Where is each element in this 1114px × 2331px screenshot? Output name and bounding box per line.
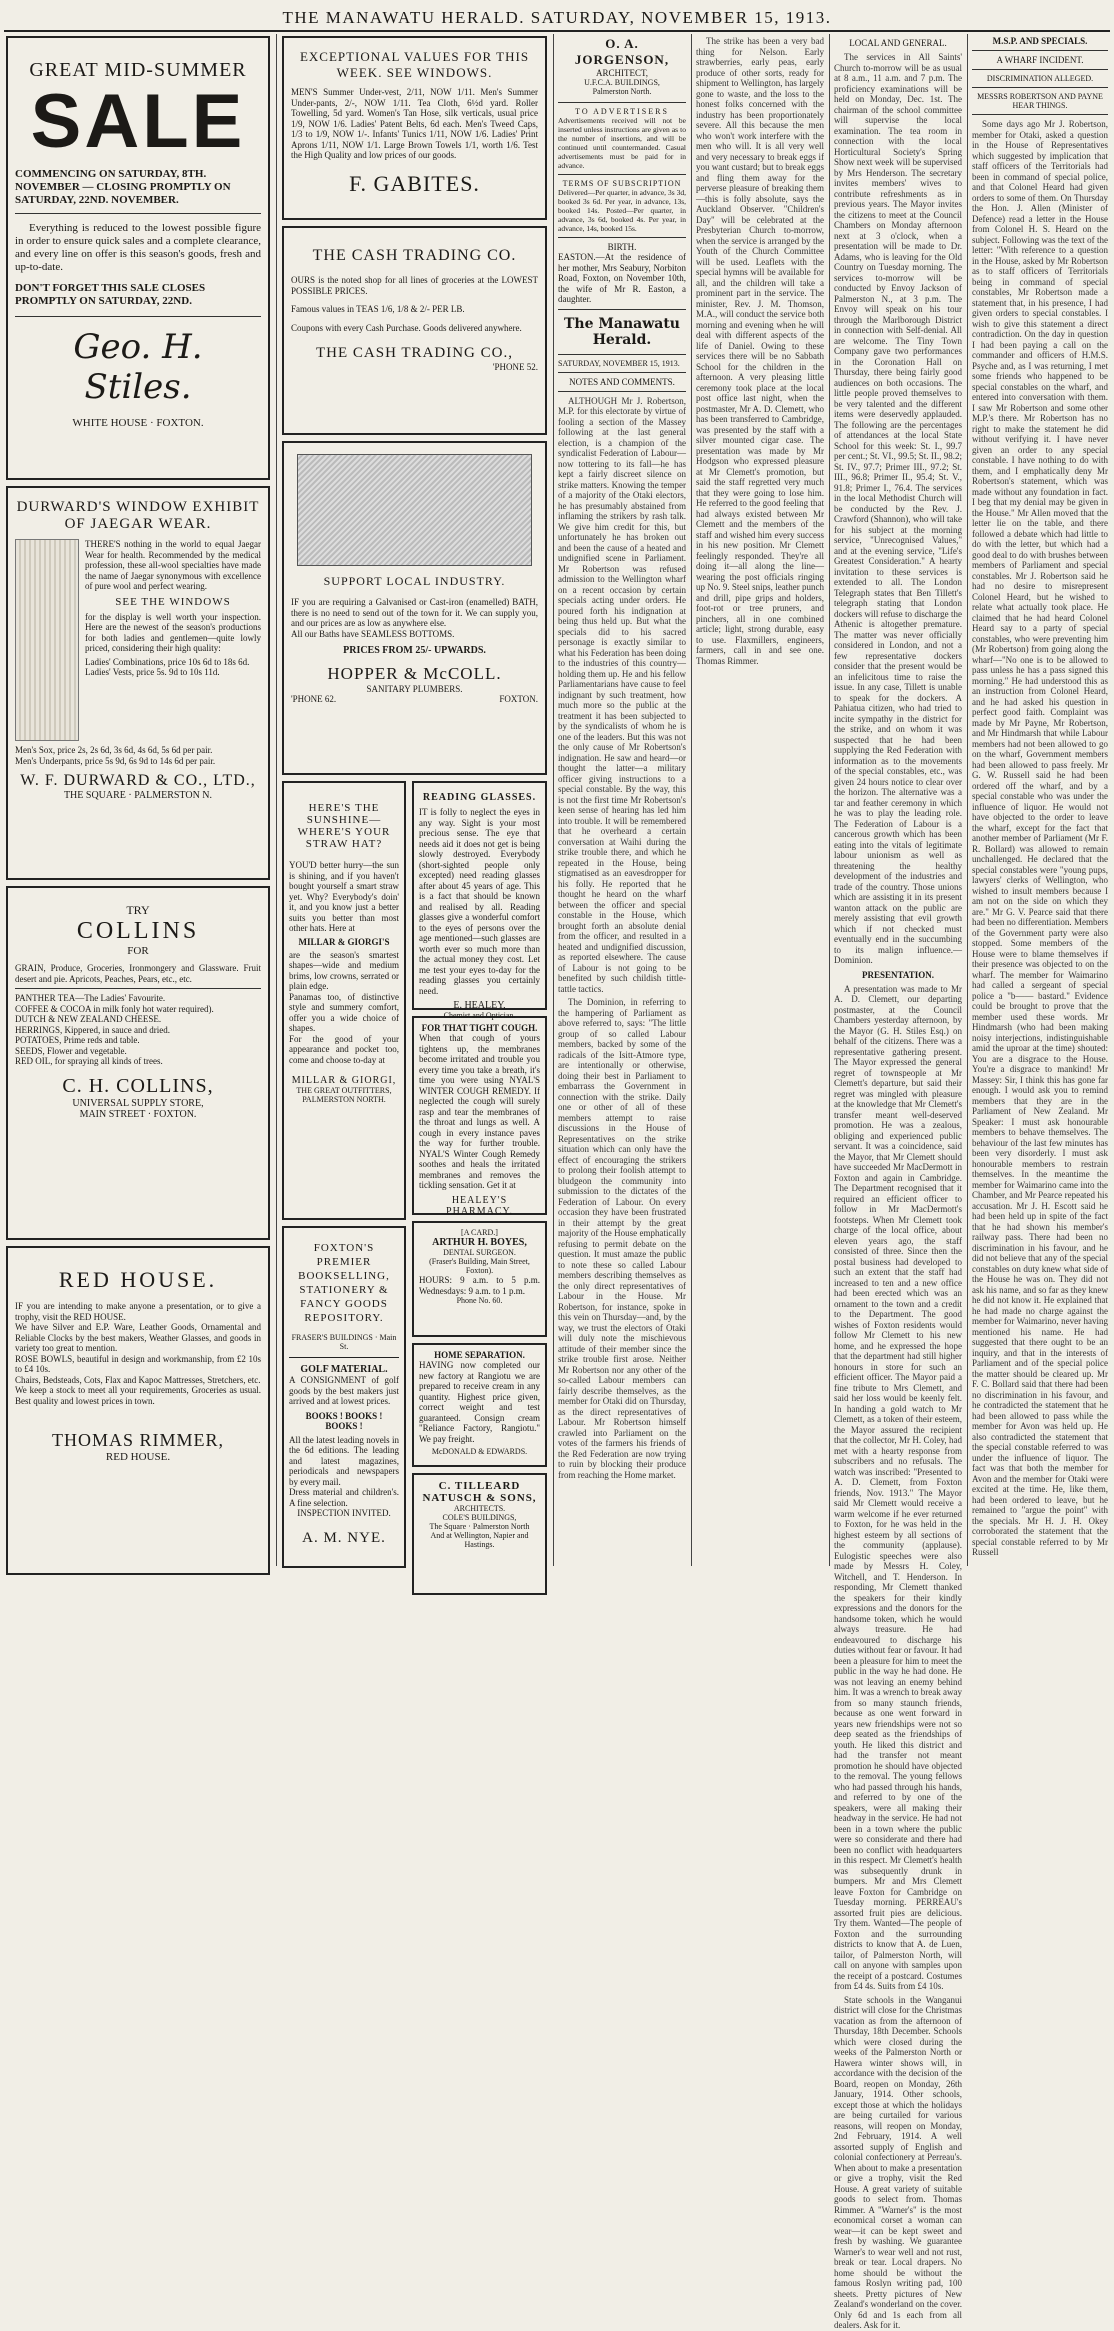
home-headline: HOME SEPARATION. [434,1350,525,1360]
hopper-headline: SUPPORT LOCAL INDUSTRY. [323,574,506,588]
boyes-advert [412,1221,547,1337]
home-body: HAVING now completed our new factory at Rangiotu we are prepared to receive cream in any quantity. Highest price given, correct weight and test guaranteed. Consign cream "Reliance Factory, Rangiotu." We pay freight. [419,1360,540,1444]
collins-try: TRY [126,903,150,917]
gabites-body: MEN'S Summer Under-vest, 2/11, NOW 1/11. Men's Summer Under-pants, 2/-, NOW 1/11. Tea Cloth, 6½d yard. Roller Towelling, 5d yard. Women's Tan Hose, silk verticals, usual price 1/9, NOW 1/6. Ladies' Patent Belts, 6d each. Men's Tweed Caps, 1/3 to 1/9, NOW 1/-. Infants' Tunics 1/11, NOW 1/6. Ladies' Print Aprons 1/11, NOW 1/1. Large Brown Towels 1/1, worth 1/6. Test the High Quality and low prices of our goods. [291,87,538,160]
redhouse-body: We have Silver and E.P. Ware, Leather Goods, Ornamental and Reliable Clocks by the best makers, Weather Glasses, and goods in variety too great to mention. [15,1322,261,1353]
divider [972,69,1108,70]
specials-headline: M.S.P. AND SPECIALS. [992,36,1088,46]
hopper-advert [282,441,547,775]
nye-firm: A. M. NYE. [302,1530,386,1546]
gabites-advert [282,36,547,220]
discrimination-headline: DISCRIMINATION ALLEGED. [986,74,1094,83]
millar-address: PALMERSTON NORTH. [302,1095,386,1104]
collins-body: GRAIN, Produce, Groceries, Ironmongery and Glassware. Fruit desert and pie. Apricots, Peaches, Pears, etc., etc. [15,963,261,984]
tillard-sub: ARCHITECTS. [453,1504,506,1513]
durward-see: SEE THE WINDOWS [115,595,231,608]
millar-body: Panamas too, of distinctive style and summery comfort, offer you a wide choice of shapes. [289,991,399,1033]
date-line: SATURDAY, NOVEMBER 15, 1913. [558,358,680,368]
divider [972,87,1108,88]
boyes-hours: HOURS: 9 a.m. to 5 p.m. Wednesdays: 9 a.m. to 1 p.m. [419,1275,540,1296]
notes-article-2: The Dominion, in referring to the hampering of Parliament as above referred to, says: "The little group of so called Labour members, backed by some of the radicals of the Isitt-Atmore type, are intentionally or otherwise, doing their best in Parliament to embarrass the Government in connection with the strike. Daily one or other of all of these members attempt to raise discussions in the House of Representatives on the strike situation which can only have the effect of encouraging the strikers to prolong their foolish attempt to bludgeon the community into submission to the dictates of the Federation of Labour. On every occasion they have been frustrated in their attempt by the great majority of the House emphatically refusing to permit debate on the question. It must amaze the public to note these so called Labour members describing themselves as the only direct representatives of Labour in the House. Mr Robertson, for instance, spoke in this vein on Thursday—and, by the way, we trust the electors of Otaki will duly note the mischievous attitude of their member since the strike trouble first arose. Neither Mr Robertson nor any other of the so-called Labour members can fairly describe themselves, as the member for Otaki did on Thursday, as the direct representatives of Labour. Mr Robertson himself crawled into Parliament on the votes of the farmers his friends of the Red Federation are now trying to ruin by blocking their produce from reaching the Home market. [558,997,686,1480]
presentation-article: A presentation was made to Mr A. D. Clemett, our departing postmaster, at the Council Chambers yesterday afternoon, by the Mayor (G. H. Stiles Esq.) on behalf of the citizens. There was a representative gathering present. The Mayor expressed the general regret of townspeople at Mr Clemett's departure, but said their regret was mingled with pleasure at the knowledge that Mr Clemett's transfer meant well-deserved promotion. He was a zealous, obliging and experienced public servant. It was a coincidence, said the Mayor, that Mr Clemett should have succeeded Mr MacDermott in Foxton and again in Cambridge. The Department recognised that it required an efficient officer to follow in Mr MacDermott's footsteps. When Mr Clemett took charge of the local office, about eleven years ago, the staff consisted of three. Since then the postal business had developed to such an extent that the staff had increased to ten and a new office had been erected which was an ornament to the town and a credit to the Department. The good wishes of Foxton residents would follow Mr Clemett to his new home, and he expressed the hope that the department had still higher honours in store for such an efficient officer. The Mayor paid a fine tribute to Mrs Clemett, and said her loss would be keenly felt. In handing a gold watch to Mr Clemett, as a token of their esteem, the Mayor assured the recipient that the collector, Mr H. Coley, had met with a hearty response from subscribers and no refusals. The watch was inscribed: "Presented to A. D. Clemett, from Foxton friends, Nov. 1913." The Mayor said Mr Clemett would receive a warm welcome if he ever returned to Foxton, for he was held in the highest esteem by all sections of the community (applause). Eulogistic speeches were also made by Messrs H. Coley, Witchell, and T. Henderson. In responding, Mr Clemett thanked the speakers for their kindly expressions and the donors for the handsome token, which he would always treasure. He had endeavoured to discharge his duties without fear or favour. It had been a pleasure for him to meet the public in the way he had done. He was not leaving an enemy behind him. It was a wrench to break away from so many staunch friends, because as one went forward in years new friendships were not so deep seated as the friendships of youth. He liked this district and had the transfer not meant promotion he should have objected to the removal. The young fellows who had passed through his hands, and referred to by one of the speakers, were all making their headway in the service. He had not been in a town where the public were so considerate and there had been no conflict with headquarters in this respect. Mr Clemett's health was subsequently drunk in bumpers. Mr and Mrs Clemett leave Foxton for Cambridge on Tuesday morning. PERREAU's assorted fruit pies are delicious. Try them. Wanted—The people of Foxton and the surrounding districts to know that A. de Luen, tailor, of Palmerston North, will call on anyone with samples upon the receipt of a postcard. Costumes from £4 4s. Suits from £4 10s. [834,983,962,1991]
jorgenson-address: Palmerston North. [592,87,652,96]
redhouse-body: ROSE BOWLS, beautiful in design and workmanship, from £2 10s to £4 10s. [15,1353,261,1374]
redhouse-body: We keep a stock to meet all your requirements, Groceries as usual. Best quality and lowest prices in town. [15,1385,261,1406]
divider [558,237,686,238]
presentation-headline: PRESENTATION. [862,969,934,980]
nye-headline: FOXTON'S PREMIER BOOKSELLING, STATIONERY & FANCY GOODS REPOSITORY. [298,1242,390,1324]
millar-body: YOU'D better hurry—the sun is shining, and if you haven't bought yourself a smart straw yet. Why? Everybody's doin' it, and you know just a better suits you better than most other hats. Here at [289,860,399,933]
collins-item: COFFEE & COCOA in milk fonly hot water required). [15,1003,214,1014]
hopper-sub: SANITARY PLUMBERS. [366,684,463,694]
column-divider [967,34,968,1566]
collins-item: HERRINGS, Kippered, in sauce and dried. [15,1024,170,1035]
column-divider [691,34,692,1566]
durward-body-2: for the display is well worth your inspection. Here are the newest of the season's productions for both ladies and gentlemen—quite lowly priced, considering their high quality: [85,611,261,653]
cash-headline: THE CASH TRADING CO. [312,247,517,264]
hopper-phone: 'PHONE 62. [291,694,337,704]
nye-invite: INSPECTION INVITED. [297,1508,391,1518]
divider [558,372,686,373]
messrs-headline: MESSRS ROBERTSON AND PAYNE HEAR THINGS. [977,92,1103,110]
cough-headline: FOR THAT TIGHT COUGH. [421,1023,538,1033]
price-line: Ladies' Vests, price 5s. 9d to 10s 11d. [85,667,220,677]
tillard-address: And at Wellington, Napier and Hastings. [430,1531,529,1549]
collins-address: MAIN STREET · FOXTON. [79,1108,197,1120]
divider [558,309,686,310]
cash-teas: Famous values in TEAS 1/6, 1/8 & 2/- PER LB. [291,304,465,314]
bath-illustration [297,454,532,566]
jorgenson-sub: U.F.C.A. BUILDINGS, [584,78,660,87]
column-divider [276,34,277,1566]
wharf-headline: A WHARF INCIDENT. [996,55,1084,65]
redhouse-body: Chairs, Bedsteads, Cots, Flax and Kapoc Mattresses, Stretchers, etc. [15,1374,261,1385]
reading-sub: Chemist and Optician. [443,1011,516,1020]
divider [558,391,686,392]
sale-dates: COMMENCING ON SATURDAY, 8TH. NOVEMBER — CLOSING PROMPTLY ON SATURDAY, 22ND. NOVEMBER. [15,168,231,206]
millar-advert [282,781,406,1220]
sale-headline: GREAT MID-SUMMER [29,59,247,81]
millar-headline: HERE'S THE SUNSHINE— WHERE'S YOUR STRAW HAT? [297,802,391,850]
divider [15,988,261,989]
collins-item: SEEDS, Flower and vegetable. [15,1045,127,1056]
price-line: Ladies' Combinations, price 10s 6d to 18s 6d. [85,656,250,667]
notes-headline: NOTES AND COMMENTS. [569,376,675,387]
price-line: Men's Sox, price 2s, 2s 6d, 3s 6d, 4s 6d, 5s 6d per pair. [15,745,213,755]
collins-item: POTATOES, Prime reds and table. [15,1035,140,1045]
reading-headline: READING GLASSES. [422,792,537,803]
millar-body: are the season's smartest shapes—wide and medium brims, low crowns, serrated or plain edge. [289,949,399,991]
hopper-body: IF you are requiring a Galvanised or Cast-iron (enamelled) BATH, there is no need to send out of the town for it. We can supply you, and our prices are as low as anywhere else. [291,597,538,628]
reading-firm: E. HEALEY, [453,1000,506,1011]
nye-address: FRASER'S BUILDINGS · Main St. [291,1333,397,1351]
sale-footer: WHITE HOUSE · FOXTON. [72,417,204,429]
masthead-rule [4,30,1110,32]
column-divider [553,34,554,1566]
cough-body: When that cough of yours tightens up, the membranes become irritated and trouble you every time you take a breath, it's time you were using NYAL'S WINTER COUGH REMEDY. If neglected the cough will surely rasp and tear the membranes of the throat and lungs as well. A cough in every instance paves the way for further trouble. NYAL'S Winter Cough Remedy soothes and heals the irritated membranes and removes the tickling sensation. Get it at [419,1033,540,1190]
tillard-address: The Square · Palmerston North [429,1522,530,1531]
column-2 [282,36,547,1566]
nye-advert [282,1226,406,1568]
column-1 [6,36,270,1566]
divider [972,114,1108,115]
nye-books-head: BOOKS ! BOOKS ! BOOKS ! [305,1410,383,1431]
column-2-right [412,781,547,1601]
durward-advert [6,486,270,880]
terms-headline: TERMS OF SUBSCRIPTION [562,179,682,188]
nye-golf-body: A CONSIGNMENT of golf goods by the best makers just arrived and at lowest prices. [289,1375,399,1406]
tillard-advert [412,1473,547,1595]
boyes-card: [A CARD.] [461,1228,498,1237]
divider [289,1357,399,1358]
collins-name: COLLINS [76,918,200,944]
column-6 [972,36,1108,1566]
home-firm: McDONALD & EDWARDS. [431,1447,528,1456]
collins-item: DUTCH & NEW ZEALAND CHEESE. [15,1014,162,1024]
nye-books-body: All the latest leading novels in the 6d editions. The leading and latest magazines, periodicals and newspapers by every mail. [289,1434,399,1487]
paper-title: The Manawatu Herald. [564,315,680,348]
durward-address: THE SQUARE · PALMERSTON N. [63,790,213,801]
cash-firm: THE CASH TRADING CO., [316,345,513,361]
collins-for: FOR [127,945,149,957]
price-line: Men's Underpants, price 5s 9d, 6s 9d to 14s 6d per pair. [15,755,216,766]
redhouse-advert [6,1246,270,1575]
cough-advert [412,1016,547,1215]
sale-closing: DON'T FORGET THIS SALE CLOSES PROMPTLY ON SATURDAY, 22ND. [15,282,206,307]
divider [15,213,261,214]
millar-store: MILLAR & GIORGI'S [298,936,390,947]
durward-firm: W. F. DURWARD & CO., LTD., [20,772,256,789]
jorgenson-sub: ARCHITECT, [595,68,649,78]
jorgenson-advert [558,36,686,96]
column-2-left [282,781,406,1601]
collins-item: RED OIL, for spraying all kinds of trees. [15,1056,163,1066]
redhouse-address: RED HOUSE. [105,1451,171,1463]
specials-article: Some days ago Mr J. Robertson, member for Otaki, asked a question in the House of Representatives which suggested by implication that staff officers of the Territorials had been in command of special police, and that Colonel Heard had given orders to some of them. On Thursday the Hon. J. Allen (Minister of Defence) read a letter in the House from Colonel H. S. Heard on the subject. Following was the text of the letter: "With reference to a question in the House, asked by Mr Robertson as to staff officers of Territorials being in command of special constables, Mr Robertson made a statement that, in his presence, I had given orders to special constables. I wish to give this statement a direct contradiction. On the day in question I had been paying a call on the commander and officers of H.M.S. Psyche and, as I was returning, I met some friends who happened to be special constables on the wharf, and entered into conversation with them. I saw Mr Robertson and some other M.P.'s there. Mr Robertson has no right to make the statement he did without verifying it. I have never given an order to any special constable. I have nothing to do with them, and I emphatically deny Mr Robertson's statement, which was made without any foundation in fact. I beg that my denial may be given in the House." Mr Allen moved that the letter lie on the table, and there followed a debate which had little to do with the letter, but which had a good deal to do with brushes between members of Parliament and special constables. Mr J. Robertson said he had no desire to misrepresent Colonel Heard, but he wished to relate what actually took place. He claimed that he had heard Colonel Heard say to a party of special constables, who were preventing him (Mr Robertson) from going along the wharf—"No one is to be allowed to pass unless he has a pass signed this morning." He had understood this as an instruction from Colonel Heard, and he had asked his question in perfect good faith. Complaint was made by Mr Payne, Mr Robertson, and Mr Hindmarsh that while Labour members had not been allowed to go on the wharf, Government members had been allowed to pass freely. Mr G. W. Russell said he had been ordered off the wharf, and by a special constable who was under the influence of liquor. He would not have objected to the order to leave the wharf, except for the fact that another member of Parliament (Mr F. R. Bollard) was allowed to remain unchallenged. He declared that the special constables were "young pups, lawyers' clerks of Wellington, who wished to insult members because I am not on the side on which they are." Mr G. V. Pearce said that there had been no differentiation. Members of the Government party were also stopped. Some members of the House were to blame themselves if their presence was objected to on the wharf. The member for Waimarino had called a sergeant of special police a "b—— bastard." Evidence could be brought to prove that the member used these words. Mr Hindmarsh (who had been making noisy interjections, indistinguishable amid the uproar at the time) shouted: You are a disgrace to the House. You're a disgrace to mankind! Mr Massey: Sir, I think this has gone far enough. I would ask you to remind members that they are in the Parliament of New Zealand. Mr Speaker: I must ask honourable members to behave themselves. The behaviour of the last few minutes has been very disorderly. I must ask honourable members to restrain themselves. In the meantime the member for Waimarino came into the Chamber, and Mr Pearce repeated his accusation. Mr J. H. Escott said he had been held up in spite of the fact that he had shown his member's railway pass. There had been no discrimination in his favour, and he did not believe that any of the special constables on duty knew what side of the House he was on. They did not ask his name, and so far as they knew he did not know it. He explained that he had made no charge against the member for Waimarino, never having mentioned his name. He had suggested that there ought to be an inquiry, and that in the interests of Parliament and of the special police the matter should be cleared up. Mr F. C. Bollard said that there had been no discrimination in his favour, and he contradicted the statement that he had been allowed to pass while the member for Avon was held up. He also contradicted the statement that the special constable referred to was under the influence of liquor. The fact was that both the member for Avon and the member for Otaki were excited at the time. He, like them, had been ordered to leave, but he remained to "argue the point" with the specials. Mr H. J. H. Okey corroborated the statement that the special constable referred to by Mr Russell [972,119,1108,1557]
advertisers-headline: TO ADVERTISERS [575,107,669,116]
divider [558,102,686,103]
local-article-2: State schools in the Wanganui district will close for the Christmas vacation as from the afternoon of Thursday, 18th December. Schools which were closed during the weeks of the Palmerston North or Hawera winter shows will, in accordance with the decision of the Board, reopen on Monday, 26th January, 1914. Other schools, except those at which the holidays are being curtailed for various reasons, will reopen on Monday, 2nd February, 1914. A well assorted supply of English and colonial confectionery at Perreau's. When about to make a presentation or give a trophy, visit the Red House. A great variety of suitable goods to select from. Thomas Rimmer. A "Warner's" is the most economical corset a woman can wear—it can be kept sweet and fresh by washing. We guarantee Warner's to wear well and not rust, break or tear. Local drapers. No home should be without the famous Roslyn writing pad, 100 sheets. Pretty pictures of New Zealand's wonderland on the cover. Only 6d and 1s each from all dealers. Ask for it. [834,1994,962,2330]
hopper-firm: HOPPER & McCOLL. [327,664,502,683]
hopper-town: FOXTON. [499,694,538,704]
millar-firm: MILLAR & GIORGI, [291,1075,397,1086]
birth-body: EASTON.—At the residence of her mother, Mrs Seabury, Norbiton Road, Foxton, on November 10th, the wife of Mr R. Easton, a daughter. [558,252,686,304]
column-5 [834,36,962,2330]
tillard-name: C. TILLEARD NATUSCH & SONS, [422,1480,537,1504]
column-4 [696,36,824,1566]
divider [15,316,261,317]
gabites-firm: F. GABITES. [349,170,480,196]
collins-item: PANTHER TEA—The Ladies' Favourite. [15,993,166,1003]
redhouse-body: IF you are intending to make anyone a presentation, or to give a trophy, visit the RED HOUSE. [15,1301,261,1322]
hopper-prices: PRICES FROM 25/- UPWARDS. [343,645,486,656]
collins-sub: UNIVERSAL SUPPLY STORE, [72,1097,204,1109]
boyes-sub: DENTAL SURGEON. [443,1248,516,1257]
advertisers-body: Advertisements received will not be inserted unless instructions are given as to the number of insertions, and will be continued until countermanded. Casual advertisements must be paid for in advance. [558,116,686,170]
hopper-seamless: All our Baths have SEAMLESS BOTTOMS. [291,628,455,639]
sale-title: SALE [30,79,246,164]
cash-body: OURS is the noted shop for all lines of groceries at the LOWEST POSSIBLE PRICES. [291,275,538,296]
boyes-phone: Phone No. 60. [456,1296,503,1305]
sale-advert [6,36,270,480]
reading-body: IT is folly to neglect the eyes in any way. Sight is your most precious sense. The eye that needs aid it does not get is being slowly destroyed. Everybody (short-sighted people only excepted) need reading glasses after about 45 years of age. This is a fact that should be known and realised by all. Reading glasses give a wonderful comfort to the eyes of persons over the age mentioned—such glasses are worth ever so much more than the actual money they cost. Let me test your eyes to-day for the reading glasses you certainly need. [419,807,540,996]
nye-golf-head: GOLF MATERIAL. [300,1364,388,1375]
cough-firm: HEALEY'S PHARMACY. [446,1194,513,1217]
boyes-name: ARTHUR H. BOYES, [432,1237,527,1248]
local-article: The services in All Saints' Church to-morrow will be as usual at 8 a.m., 11 a.m. and 7 p.m. The proficiency examinations will be held on Monday, Dec. 1st. The chairman of the school committee will supervise the local examination. The tea room in connection with the local Horticultural Society's Spring Show next week will be supervised by Mrs Henderson. The secretary invites members' wives to contribute refreshments as in previous years. The Mayor invites the citizens to meet at the Council Chambers on Monday afternoon next at 3 o'clock, when a presentation will be made to Dr. Adams, who is leaving for the Old Country on Tuesday morning. The services to-morrow will be conducted by Envoy Jackson of Palmerston N., at 3 p.m. The Envoy will speak on his tour through the Marlborough District in connection with Self-denial. All are welcome. The Tiny Town Company gave two performances in the Coronation Hall on Thursday, there being fairly good audiences on both occasions. The little people proved themselves to be very talented and the different items were deservedly applauded. The following are the percentages of attendances at the local State School for this week: St. I., 99.7 per cent.; St. VI., 99.5; St. II., 98.2; St. IV., 97.7; Primer III., 97.2; St. III., 96.8; Primer II., 95.4; St. V., 91.8; Primer I., 76.4. The services in the local Methodist Church will be conducted by the Rev. J. Crawford (Shannon), who will take for his subject at the morning service, "Unrecognised Values," and at the evening service, "Life's Greatest Consideration." A hearty invitation to these services is extended to all. The London Telegraph states that Ben Tillett's telegraph stating that London dockers will refuse to discharge the Athenic is altogether premature. The matter was never officially considered in London, and not a few representative dockers consider that the present would be an infelicitous time to raise the issue. In any case, Tillett is unable to speak for the dockers. A Pahiatua citizen, who had tried to incite sympathy in the district for the strike, and on whom it was suspected that he had been supplying the Red Federation with information as to the movements of the special constables, etc., was given 24 hours notice to clear over the horizon. The alternative was a tar and feather ceremony in which he was to play the leading role. The Federation of Labour is a cancerous growth which has been eating into the vitals of legitimate labour unionism as well as threatening the healthy development of the industries and trade of the country. Those unions which are assisting it in its present wanton attack on the public are merely assisting that evil growth which if not checked must eventually end in the succumbing to its malign influence.—Dominion. [834,52,962,965]
millar-sub: THE GREAT OUTFITTERS, [296,1086,392,1095]
terms-body: Delivered—Per quarter, in advance, 3s 3d, booked 3s 6d. Per year, in advance, 13s, booked 14s. Posted—Per quarter, in advance, 3s 6d, booked 4s. Per year, in advance, 14s, booked 15s. [558,188,686,233]
column-divider [829,34,830,1566]
notes-article: ALTHOUGH Mr J. Robertson, M.P. for this electorate by virtue of fooling a section of the Massey following at the last general election, is a champion of the syndicalist Federation of Labour—now tottering to its fall—he has kept a fairly discreet silence on strike matters. Knowing the temper of a majority of the Otaki electors, he has presumably abstained from inflaming the strikers by rash talk. We give him credit for this, but unfortunately he has broken out and been the cause of a heated and undignified scene in Parliament. Mr Robertson was refused admission to the Wellington wharf on a recent occasion by certain specials acting under orders. He poured forth his indignation at being thus held up. But what the specials did to his sacred personage is exactly similar to what his Federation has been doing to the industries of this country—holding them up. He and his fellow Parliamentarians have cause to feel indignant by such treatment, how much more so the public at the treatment it has been subjected to by the syndicalists of whom he is one of the leaders. But this was not the only cause of Mr Robertson's indignation. He saw and heard—or thought the latter—a military officer giving instructions to a special constable. By the way, this is not the first time Mr Robertson's keen sense of hearing has led him into trouble. It will be remembered that he overheard a certain conversation at Waihi during the strike trouble there, and which he repeated in the House, being stigmatised as an eavesdropper for his folly. He reported that he thought he heard on the wharf between the officer and special constable in the House, which brought forth an absolute denial from the officer, and resulted in a heated and undignified discussion, as reported elsewhere. The cause of Labour is not going to be benefited by such childish tittle-tattle tactics. [558,395,686,994]
redhouse-headline: RED HOUSE. [58,1267,218,1292]
tillard-address: COLE'S BUILDINGS, [442,1513,517,1522]
divider [558,174,686,175]
divider [558,354,686,355]
local-headline: LOCAL AND GENERAL. [849,38,947,48]
lady-illustration [15,539,79,741]
millar-body: For the good of your appearance and pocket too, come and choose to-day at [289,1033,399,1065]
collins-firm: C. H. COLLINS, [62,1074,214,1097]
jorgenson-name: O. A. JORGENSON, [574,36,670,67]
nye-dress: Dress material and children's. A fine selection. [289,1487,399,1508]
stiles-signature: Geo. H. Stiles. [73,327,203,407]
sale-body: Everything is reduced to the lowest possible figure in order to ensure quick sales and a complete clearance, and every line on offer is this season's goods, fresh and up-to-date. [15,222,261,273]
collins-advert [6,886,270,1240]
reading-glasses-advert [412,781,547,1020]
divider [972,50,1108,51]
boyes-address: (Fraser's Building, Main Street, Foxton). [429,1257,530,1275]
column-3 [558,36,686,1566]
gabites-headline: EXCEPTIONAL VALUES FOR THIS WEEK. SEE WINDOWS. [299,49,530,80]
durward-body: THERE'S nothing in the world to equal Jaegar Wear for health. Recommended by the medical profession, these all-wool specialties have made the name of Jaegar synonymous with excellence of pure wool and perfect wearing. [85,539,261,591]
birth-headline: BIRTH. [607,242,637,252]
durward-headline: DURWARD'S WINDOW EXHIBIT OF JAEGAR WEAR. [16,499,260,532]
strike-article: The strike has been a very bad thing for Nelson. Early strawberries, early peas, early produce of other sorts, ready for shipment to Wellington, has largely gone to waste, and the loss to the honest folks concerned with the industry has been proportionately severe. All this because the men who won't work interfere with the men who will. It is all very well and very necessary to break eggs if you want custard; but to break eggs and fling them away for the perverse pleasure of breaking them—this is folly absolute, says the Auckland Observer. "Children's Day" will be celebrated at the Presbyterian Church to-morrow, when the service is arranged by the Youth of the Church Committee will be used. Leaflets with the special hymns will be available for all, and the children will take a prominent part in the service. The minister, Rev. J. M. Thomson, M.A., will conduct the service both morning and evening when he will deal with different aspects of the life of Daniel. Owing to these services there will be no Sabbath School for the children in the afternoon. A very pleasing little ceremony took place at the local post office last night, when the postmaster, Mr A. D. Clemett, who has been transferred to Cambridge, was presented by the staff with a silver mounted cigar case. The presentation was made by Mr Hodgson who expressed pleasure at Mr Clemett's promotion, but said the staff regretted very much that they were going to lose him. He referred to the good feeling that had always existed between Mr Clemett and the members of the staff and wished him every success in his new position. Mr Clemett feelingly responded. They're all doing it—all along the line—wearing the post officials ringing up No. 9. Steel snips, leather punch and drill, pipe grips and holders, foot-rot or tree pruners, and pinchers, all in one combined article; light, strong durable, easy to use. Flaxmillers, engineers, farmers, call in and see one. Thomas Rimmer. [696,36,824,666]
cash-coupons: Coupons with every Cash Purchase. Goods delivered anywhere. [291,322,522,333]
home-separation-advert [412,1343,547,1467]
redhouse-firm: THOMAS RIMMER, [51,1430,225,1450]
masthead: THE MANAWATU HERALD. SATURDAY, NOVEMBER 15, 1913. [282,8,832,27]
cash-trading-advert [282,226,547,435]
cash-phone: 'PHONE 52. [492,362,538,372]
